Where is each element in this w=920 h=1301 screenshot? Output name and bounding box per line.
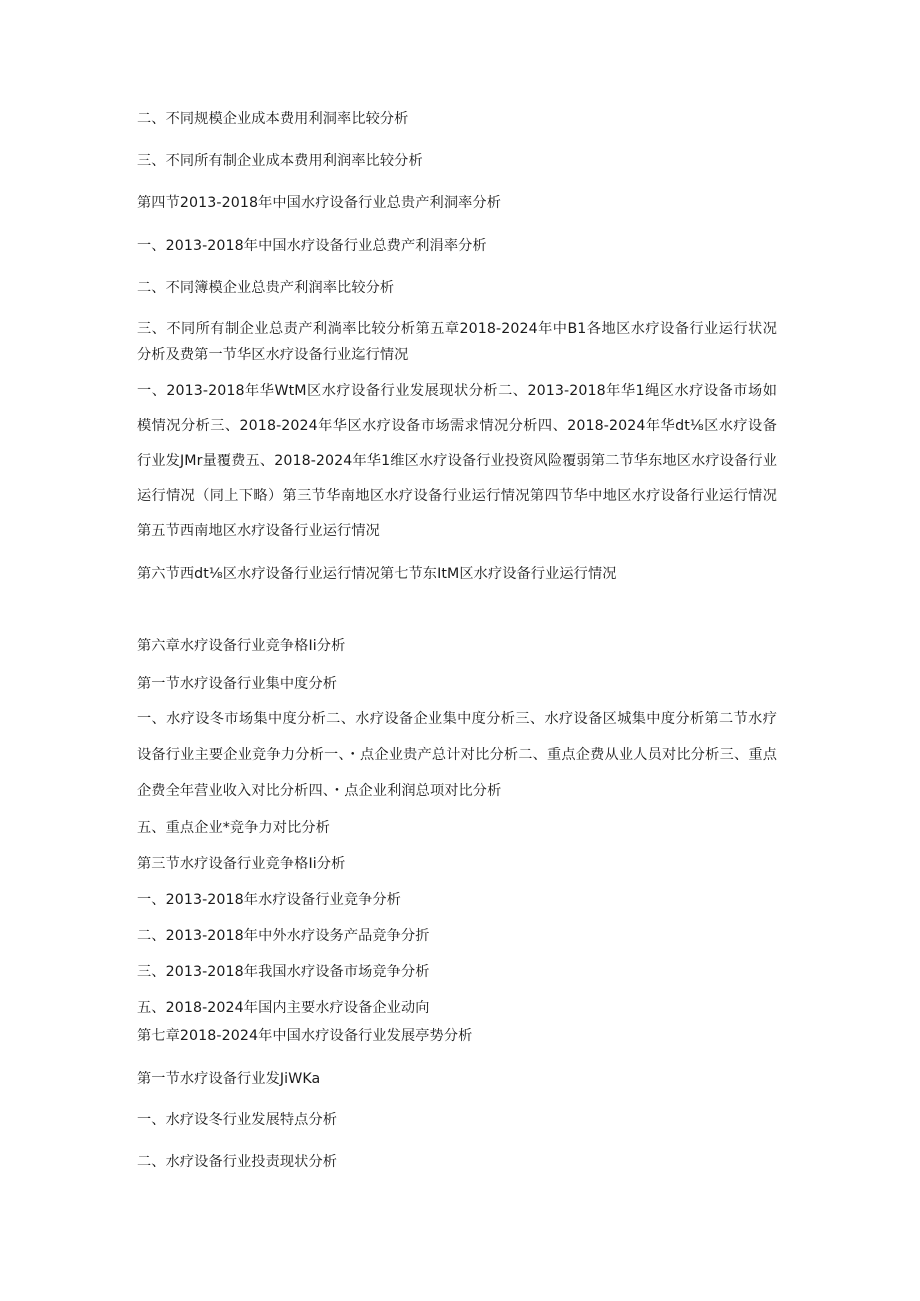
text-paragraph: 一、2013-2018年华WtM区水疗设备行业发展现状分析二、2013-2018年华1绳区水疗设备市场如模情况分析三、2018-2024年华区水疗设备市场需求情况分析四、2018-2024年华dt⅛区水疗设备行业发JMr量覆费五、2018-2024年华1维区水疗设备行业投资风险覆弱第二节华东地区水疗设备行业运行情况（同上下略）第三节华南地区水疗设备行业运行情况第四节华中地区水疗设备行业运行情况第五节西南地区水疗设备行业运行情况 bbox=[137, 383, 777, 539]
text-line: 二、2013-2018年中外水疗设务产品竞争分折 bbox=[137, 928, 430, 944]
section-heading: 第三节水疗设备行业竞争格Ii分析 bbox=[137, 856, 346, 872]
text-line: 三、2013-2018年我国水疗设备市场竞争分析 bbox=[137, 964, 430, 980]
text-paragraph: 一、水疗设冬市场集中度分析二、水疗设备企业集中度分析三、水疗设备区城集中度分析第二节水疗设备行业主要企业竞争力分析一、・点企业贵产总计对比分析二、重点企费从业人员对比分析三、重点企费全年营业收入对比分析四、・点企业利润总项对比分析 bbox=[137, 711, 777, 799]
section-heading: 第一节水疗设备行业集中度分析 bbox=[137, 676, 338, 692]
text-line: 五、重点企业*竞争力对比分析 bbox=[137, 820, 330, 836]
chapter-heading: 第七章2018-2024年中国水疗设备行业发展亭势分析 bbox=[137, 1028, 473, 1044]
text-line: 第六节西dt⅛区水疗设备行业运行情况第七节东ItM区水疗设备行业运行情况 bbox=[137, 566, 617, 582]
text-line: 三、不同所有制企业成本费用利润率比较分析 bbox=[137, 153, 423, 169]
chapter-heading: 第六章水疗设备行业竞争格Ii分析 bbox=[137, 638, 346, 654]
text-line: 二、不同规模企业成本费用利洞率比较分析 bbox=[137, 111, 409, 127]
text-line: 五、2018-2024年国内主要水疗设备企业动向 bbox=[137, 1000, 430, 1016]
text-line: 一、水疗设冬行业发展特点分析 bbox=[137, 1112, 338, 1128]
section-heading: 第四节2013-2018年中国水疗设备行业总贵产利洞率分析 bbox=[137, 195, 501, 211]
section-heading: 第一节水疗设备行业发JiWKa bbox=[137, 1071, 321, 1087]
text-line: 二、水疗设备行业投责现状分析 bbox=[137, 1154, 338, 1170]
text-line: 二、不同簿模企业总贵产利润率比较分析 bbox=[137, 280, 395, 296]
text-paragraph: 三、不同所有制企业总责产利淌率比较分析第五章2018-2024年中B1各地区水疗设备行业运行状况分析及费第一节华区水疗设备行业迄行情况 bbox=[137, 321, 777, 363]
text-line: 一、2013-2018年中国水疗设备行业总费产利涓率分析 bbox=[137, 238, 487, 254]
text-line: 一、2013-2018年水疗设备行业竞争分析 bbox=[137, 892, 401, 908]
